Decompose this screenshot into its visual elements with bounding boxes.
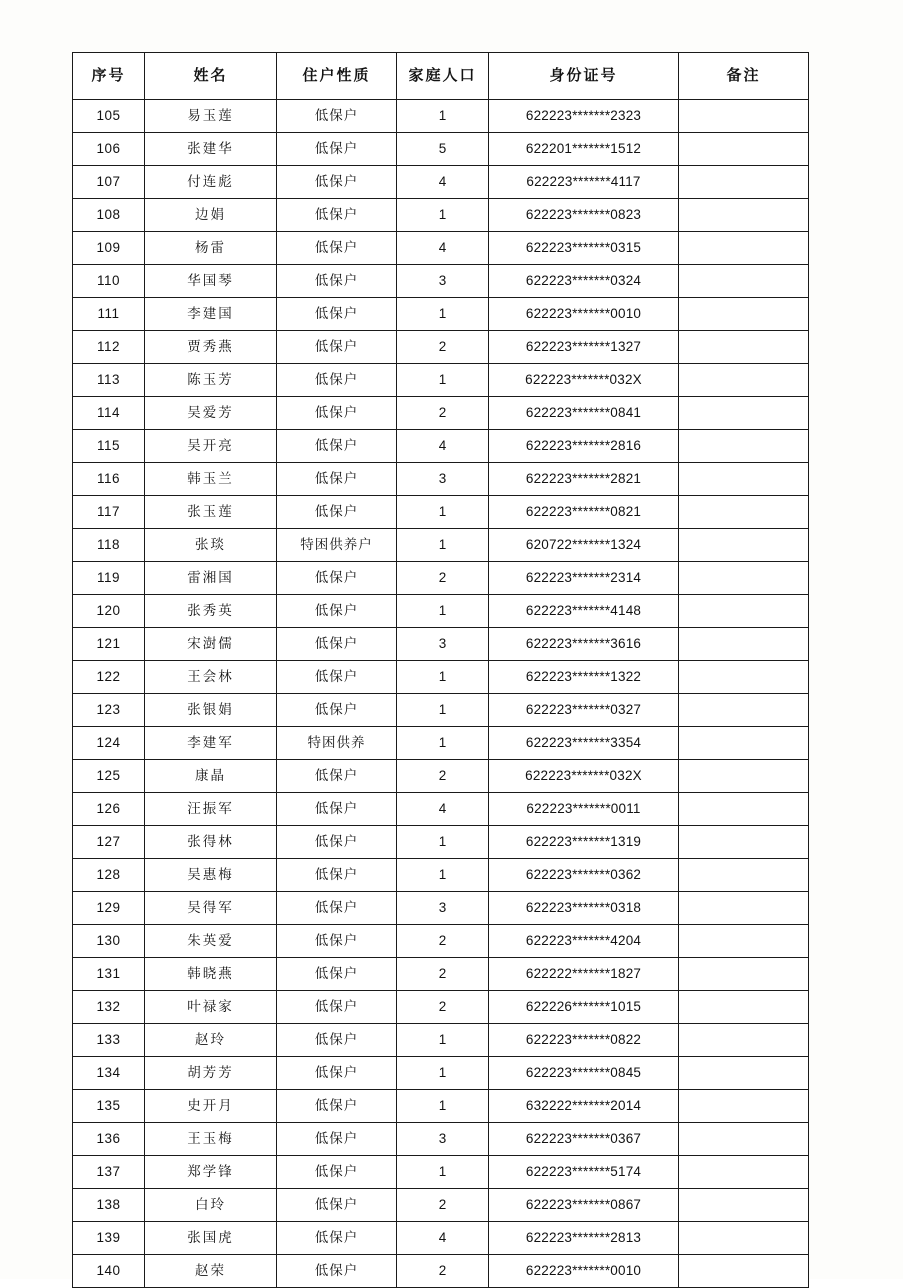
cell-id-number: 622223*******0324 — [489, 265, 679, 298]
cell-name: 韩晓燕 — [145, 958, 277, 991]
cell-name: 雷湘国 — [145, 562, 277, 595]
cell-remarks — [679, 760, 809, 793]
table-row — [73, 1156, 809, 1189]
cell-household-type: 低保户 — [277, 496, 397, 529]
cell-id-number: 622223*******0011 — [489, 793, 679, 826]
cell-seq: 108 — [73, 199, 145, 232]
cell-household-type: 低保户 — [277, 826, 397, 859]
cell-family-size: 2 — [397, 760, 489, 793]
cell-remarks — [679, 628, 809, 661]
table-row — [73, 892, 809, 925]
cell-seq: 137 — [73, 1156, 145, 1189]
cell-family-size: 1 — [397, 1057, 489, 1090]
cell-remarks — [679, 1222, 809, 1255]
cell-name: 华国琴 — [145, 265, 277, 298]
household-roster-table — [72, 52, 809, 1288]
cell-remarks — [679, 1189, 809, 1222]
cell-seq: 119 — [73, 562, 145, 595]
cell-name: 吴惠梅 — [145, 859, 277, 892]
cell-remarks — [679, 925, 809, 958]
cell-seq: 116 — [73, 463, 145, 496]
cell-name: 王玉梅 — [145, 1123, 277, 1156]
cell-remarks — [679, 991, 809, 1024]
cell-family-size: 2 — [397, 331, 489, 364]
table-row — [73, 661, 809, 694]
cell-household-type: 低保户 — [277, 1222, 397, 1255]
table-row — [73, 100, 809, 133]
cell-id-number: 632222*******2014 — [489, 1090, 679, 1123]
cell-seq: 123 — [73, 694, 145, 727]
cell-remarks — [679, 958, 809, 991]
cell-id-number: 622223*******2314 — [489, 562, 679, 595]
cell-name: 张国虎 — [145, 1222, 277, 1255]
cell-seq: 126 — [73, 793, 145, 826]
cell-seq: 129 — [73, 892, 145, 925]
cell-remarks — [679, 1123, 809, 1156]
cell-remarks — [679, 166, 809, 199]
cell-id-number: 622223*******5174 — [489, 1156, 679, 1189]
cell-household-type: 低保户 — [277, 199, 397, 232]
cell-household-type: 低保户 — [277, 463, 397, 496]
cell-household-type: 低保户 — [277, 298, 397, 331]
cell-household-type: 低保户 — [277, 859, 397, 892]
table-row — [73, 958, 809, 991]
cell-family-size: 1 — [397, 595, 489, 628]
cell-id-number: 622223*******0367 — [489, 1123, 679, 1156]
cell-seq: 139 — [73, 1222, 145, 1255]
table-body — [73, 100, 809, 1288]
cell-name: 李建军 — [145, 727, 277, 760]
table-header-row — [73, 53, 809, 100]
cell-family-size: 4 — [397, 1222, 489, 1255]
cell-id-number: 622223*******4117 — [489, 166, 679, 199]
cell-household-type: 低保户 — [277, 133, 397, 166]
cell-seq: 134 — [73, 1057, 145, 1090]
cell-family-size: 5 — [397, 133, 489, 166]
cell-household-type: 低保户 — [277, 1123, 397, 1156]
cell-name: 吴爱芳 — [145, 397, 277, 430]
cell-seq: 107 — [73, 166, 145, 199]
cell-name: 史开月 — [145, 1090, 277, 1123]
cell-family-size: 3 — [397, 1123, 489, 1156]
table-row — [73, 331, 809, 364]
table-row — [73, 727, 809, 760]
cell-family-size: 1 — [397, 826, 489, 859]
cell-family-size: 1 — [397, 199, 489, 232]
table-row — [73, 628, 809, 661]
cell-name: 张玉莲 — [145, 496, 277, 529]
cell-remarks — [679, 133, 809, 166]
cell-household-type: 低保户 — [277, 1057, 397, 1090]
cell-seq: 113 — [73, 364, 145, 397]
table-row — [73, 1222, 809, 1255]
cell-household-type: 低保户 — [277, 562, 397, 595]
cell-household-type: 低保户 — [277, 628, 397, 661]
cell-name: 康晶 — [145, 760, 277, 793]
cell-remarks — [679, 694, 809, 727]
cell-household-type: 低保户 — [277, 265, 397, 298]
cell-household-type: 低保户 — [277, 892, 397, 925]
table-row — [73, 397, 809, 430]
cell-remarks — [679, 892, 809, 925]
cell-id-number: 622223*******0867 — [489, 1189, 679, 1222]
cell-household-type: 低保户 — [277, 694, 397, 727]
column-header-household-type: 住户性质 — [277, 53, 397, 100]
table-row — [73, 1090, 809, 1123]
table-row — [73, 364, 809, 397]
cell-family-size: 3 — [397, 265, 489, 298]
cell-household-type: 低保户 — [277, 364, 397, 397]
table-row — [73, 793, 809, 826]
cell-id-number: 622223*******0010 — [489, 1255, 679, 1288]
cell-remarks — [679, 1255, 809, 1288]
column-header-family-size: 家庭人口 — [397, 53, 489, 100]
cell-name: 陈玉芳 — [145, 364, 277, 397]
cell-remarks — [679, 232, 809, 265]
cell-remarks — [679, 661, 809, 694]
cell-family-size: 3 — [397, 892, 489, 925]
cell-remarks — [679, 430, 809, 463]
cell-remarks — [679, 529, 809, 562]
cell-seq: 115 — [73, 430, 145, 463]
cell-id-number: 622223*******3354 — [489, 727, 679, 760]
cell-remarks — [679, 298, 809, 331]
cell-remarks — [679, 331, 809, 364]
cell-name: 胡芳芳 — [145, 1057, 277, 1090]
cell-seq: 120 — [73, 595, 145, 628]
cell-id-number: 622223*******0315 — [489, 232, 679, 265]
cell-remarks — [679, 1024, 809, 1057]
cell-id-number: 622222*******1827 — [489, 958, 679, 991]
cell-remarks — [679, 1057, 809, 1090]
cell-id-number: 622201*******1512 — [489, 133, 679, 166]
cell-household-type: 特困供养 — [277, 727, 397, 760]
cell-id-number: 622223*******1322 — [489, 661, 679, 694]
cell-seq: 135 — [73, 1090, 145, 1123]
cell-family-size: 1 — [397, 694, 489, 727]
cell-name: 付连彪 — [145, 166, 277, 199]
table-row — [73, 1123, 809, 1156]
cell-household-type: 低保户 — [277, 595, 397, 628]
cell-name: 白玲 — [145, 1189, 277, 1222]
cell-household-type: 低保户 — [277, 661, 397, 694]
cell-id-number: 622223*******3616 — [489, 628, 679, 661]
table-row — [73, 496, 809, 529]
cell-seq: 136 — [73, 1123, 145, 1156]
table-row — [73, 265, 809, 298]
cell-remarks — [679, 364, 809, 397]
cell-seq: 124 — [73, 727, 145, 760]
cell-name: 边娟 — [145, 199, 277, 232]
cell-seq: 121 — [73, 628, 145, 661]
cell-household-type: 低保户 — [277, 397, 397, 430]
cell-remarks — [679, 1156, 809, 1189]
cell-family-size: 4 — [397, 166, 489, 199]
cell-id-number: 622223*******0362 — [489, 859, 679, 892]
cell-id-number: 622223*******4204 — [489, 925, 679, 958]
cell-family-size: 1 — [397, 859, 489, 892]
column-header-remarks: 备注 — [679, 53, 809, 100]
cell-seq: 117 — [73, 496, 145, 529]
cell-remarks — [679, 265, 809, 298]
cell-family-size: 2 — [397, 397, 489, 430]
cell-remarks — [679, 793, 809, 826]
cell-household-type: 低保户 — [277, 166, 397, 199]
cell-family-size: 2 — [397, 991, 489, 1024]
cell-name: 张秀英 — [145, 595, 277, 628]
cell-id-number: 622223*******0822 — [489, 1024, 679, 1057]
cell-name: 赵玲 — [145, 1024, 277, 1057]
cell-id-number: 622223*******0845 — [489, 1057, 679, 1090]
cell-id-number: 622223*******2816 — [489, 430, 679, 463]
column-header-seq: 序号 — [73, 53, 145, 100]
cell-household-type: 低保户 — [277, 100, 397, 133]
roster-table-container — [72, 52, 808, 1288]
cell-household-type: 低保户 — [277, 430, 397, 463]
cell-household-type: 低保户 — [277, 1156, 397, 1189]
cell-family-size: 1 — [397, 1024, 489, 1057]
cell-name: 韩玉兰 — [145, 463, 277, 496]
table-row — [73, 529, 809, 562]
cell-family-size: 1 — [397, 1156, 489, 1189]
cell-household-type: 低保户 — [277, 793, 397, 826]
cell-name: 宋澍儒 — [145, 628, 277, 661]
cell-id-number: 622223*******0010 — [489, 298, 679, 331]
cell-household-type: 低保户 — [277, 958, 397, 991]
cell-family-size: 1 — [397, 100, 489, 133]
cell-family-size: 2 — [397, 1255, 489, 1288]
table-row — [73, 430, 809, 463]
cell-family-size: 1 — [397, 1090, 489, 1123]
table-row — [73, 562, 809, 595]
table-row — [73, 1255, 809, 1288]
cell-household-type: 低保户 — [277, 925, 397, 958]
cell-name: 张得林 — [145, 826, 277, 859]
cell-seq: 125 — [73, 760, 145, 793]
cell-family-size: 1 — [397, 727, 489, 760]
cell-name: 易玉莲 — [145, 100, 277, 133]
cell-seq: 109 — [73, 232, 145, 265]
cell-id-number: 622223*******0318 — [489, 892, 679, 925]
cell-seq: 131 — [73, 958, 145, 991]
table-row — [73, 463, 809, 496]
table-row — [73, 298, 809, 331]
cell-seq: 138 — [73, 1189, 145, 1222]
table-row — [73, 1057, 809, 1090]
table-row — [73, 595, 809, 628]
cell-id-number: 622223*******1327 — [489, 331, 679, 364]
cell-id-number: 622223*******032X — [489, 760, 679, 793]
cell-remarks — [679, 1090, 809, 1123]
cell-name: 朱英爱 — [145, 925, 277, 958]
cell-name: 吴得军 — [145, 892, 277, 925]
cell-household-type: 低保户 — [277, 991, 397, 1024]
cell-remarks — [679, 826, 809, 859]
cell-seq: 112 — [73, 331, 145, 364]
cell-name: 赵荣 — [145, 1255, 277, 1288]
column-header-name: 姓名 — [145, 53, 277, 100]
cell-name: 张琰 — [145, 529, 277, 562]
cell-family-size: 4 — [397, 232, 489, 265]
cell-family-size: 1 — [397, 661, 489, 694]
cell-seq: 128 — [73, 859, 145, 892]
cell-name: 吴开亮 — [145, 430, 277, 463]
cell-name: 贾秀燕 — [145, 331, 277, 364]
cell-id-number: 622226*******1015 — [489, 991, 679, 1024]
cell-household-type: 特困供养户 — [277, 529, 397, 562]
cell-seq: 133 — [73, 1024, 145, 1057]
cell-name: 张银娟 — [145, 694, 277, 727]
table-row — [73, 232, 809, 265]
table-row — [73, 166, 809, 199]
cell-name: 张建华 — [145, 133, 277, 166]
cell-name: 汪振军 — [145, 793, 277, 826]
table-row — [73, 859, 809, 892]
cell-seq: 114 — [73, 397, 145, 430]
cell-household-type: 低保户 — [277, 1189, 397, 1222]
cell-seq: 118 — [73, 529, 145, 562]
cell-family-size: 4 — [397, 793, 489, 826]
cell-id-number: 622223*******0823 — [489, 199, 679, 232]
cell-household-type: 低保户 — [277, 1255, 397, 1288]
cell-name: 王会林 — [145, 661, 277, 694]
cell-seq: 130 — [73, 925, 145, 958]
cell-family-size: 2 — [397, 1189, 489, 1222]
cell-name: 郑学锋 — [145, 1156, 277, 1189]
table-row — [73, 925, 809, 958]
cell-remarks — [679, 199, 809, 232]
table-row — [73, 133, 809, 166]
cell-remarks — [679, 496, 809, 529]
cell-id-number: 622223*******2813 — [489, 1222, 679, 1255]
cell-remarks — [679, 595, 809, 628]
cell-name: 杨雷 — [145, 232, 277, 265]
cell-household-type: 低保户 — [277, 331, 397, 364]
cell-seq: 122 — [73, 661, 145, 694]
cell-family-size: 1 — [397, 364, 489, 397]
cell-family-size: 4 — [397, 430, 489, 463]
cell-household-type: 低保户 — [277, 232, 397, 265]
table-row — [73, 199, 809, 232]
cell-family-size: 3 — [397, 628, 489, 661]
table-row — [73, 1024, 809, 1057]
cell-seq: 140 — [73, 1255, 145, 1288]
cell-id-number: 620722*******1324 — [489, 529, 679, 562]
cell-family-size: 1 — [397, 298, 489, 331]
cell-id-number: 622223*******2323 — [489, 100, 679, 133]
table-row — [73, 991, 809, 1024]
column-header-id-number: 身份证号 — [489, 53, 679, 100]
cell-family-size: 1 — [397, 529, 489, 562]
cell-id-number: 622223*******2821 — [489, 463, 679, 496]
table-row — [73, 1189, 809, 1222]
cell-seq: 132 — [73, 991, 145, 1024]
cell-seq: 127 — [73, 826, 145, 859]
cell-id-number: 622223*******0841 — [489, 397, 679, 430]
cell-id-number: 622223*******1319 — [489, 826, 679, 859]
cell-name: 叶禄家 — [145, 991, 277, 1024]
cell-remarks — [679, 397, 809, 430]
cell-family-size: 2 — [397, 562, 489, 595]
cell-family-size: 1 — [397, 496, 489, 529]
cell-remarks — [679, 100, 809, 133]
cell-seq: 105 — [73, 100, 145, 133]
table-row — [73, 694, 809, 727]
cell-remarks — [679, 562, 809, 595]
cell-seq: 111 — [73, 298, 145, 331]
cell-family-size: 3 — [397, 463, 489, 496]
cell-seq: 106 — [73, 133, 145, 166]
cell-family-size: 2 — [397, 925, 489, 958]
cell-family-size: 2 — [397, 958, 489, 991]
cell-household-type: 低保户 — [277, 1024, 397, 1057]
cell-id-number: 622223*******0821 — [489, 496, 679, 529]
table-row — [73, 826, 809, 859]
cell-remarks — [679, 727, 809, 760]
cell-household-type: 低保户 — [277, 1090, 397, 1123]
cell-remarks — [679, 859, 809, 892]
cell-id-number: 622223*******0327 — [489, 694, 679, 727]
cell-household-type: 低保户 — [277, 760, 397, 793]
cell-remarks — [679, 463, 809, 496]
cell-id-number: 622223*******4148 — [489, 595, 679, 628]
table-row — [73, 760, 809, 793]
cell-name: 李建国 — [145, 298, 277, 331]
table-header — [73, 53, 809, 100]
cell-id-number: 622223*******032X — [489, 364, 679, 397]
cell-seq: 110 — [73, 265, 145, 298]
